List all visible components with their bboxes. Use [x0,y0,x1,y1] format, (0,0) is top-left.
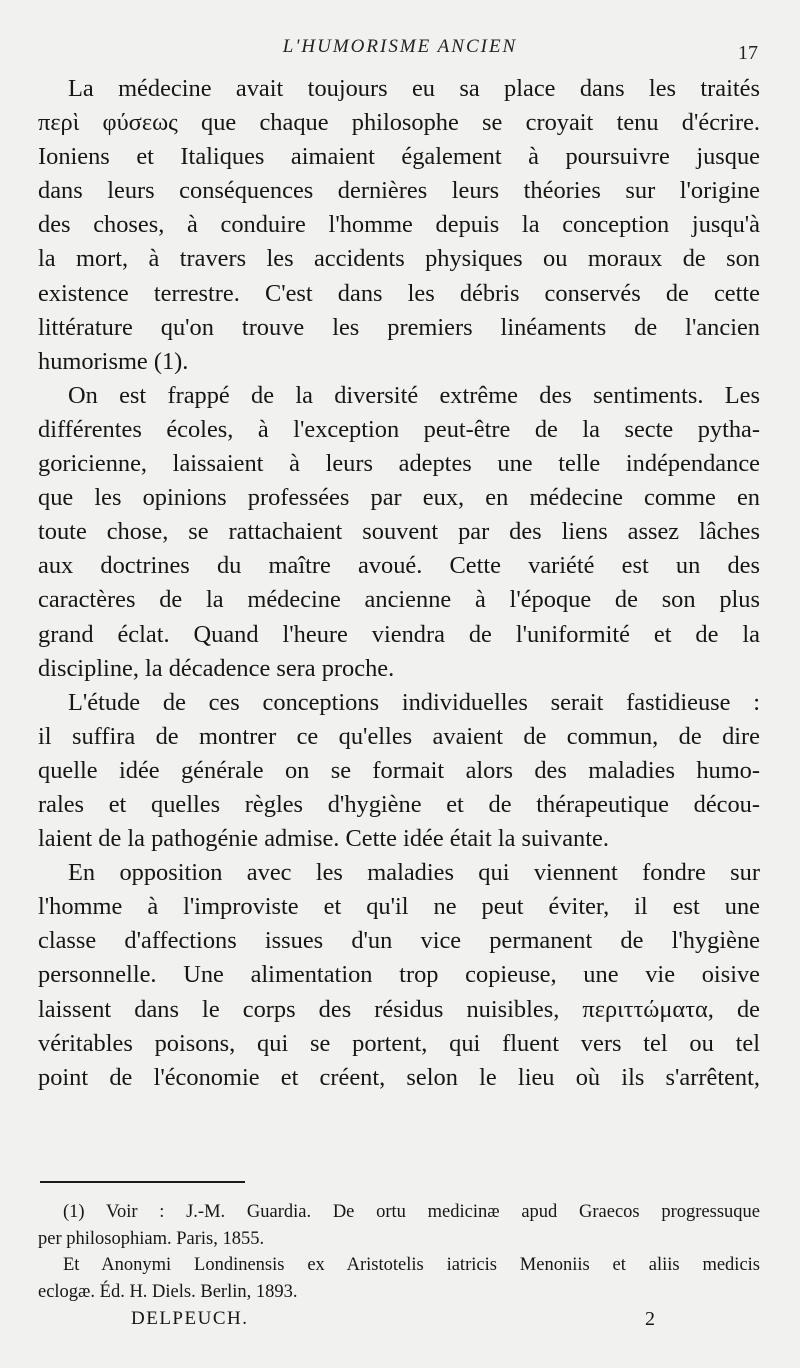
text-line: discipline, la décadence sera proche. [38,654,395,682]
text-line: quelle idée générale on se formait alors des maladies humo- [38,756,760,784]
signature-mark: DELPEUCH. [131,1308,249,1329]
text-line: goricienne, laissaient à leurs adeptes une telle indépendance [38,450,760,478]
text-line: laissent dans le corps des résidus nuisibles, περιττώματα, de [38,995,760,1023]
footnote-line: (1) Voir : J.-M. Guardia. De ortu medicinæ apud Graecos progressuque [63,1202,760,1222]
text-line: personnelle. Une alimentation trop copieuse, une vie oisive [38,961,760,989]
body-text [38,72,760,1095]
text-line: rales et quelles règles d'hygiène et de thérapeutique décou- [38,790,760,818]
text-line: point de l'économie et créent, selon le lieu où ils s'arrêtent, [38,1063,760,1091]
page-number: 17 [738,42,758,64]
text-line: laient de la pathogénie admise. Cette idée était la suivante. [38,825,609,853]
footnote-line: per philosophiam. Paris, 1855. [38,1228,265,1249]
text-line: aux doctrines du maître avoué. Cette variété est un des [38,552,760,580]
text-line: la mort, à travers les accidents physiques ou moraux de son [38,245,760,273]
footnote [38,1199,760,1252]
text-line: dans leurs conséquences dernières leurs théories sur l'origine [38,177,760,205]
paragraph [38,379,760,686]
sheet-number: 2 [645,1308,655,1330]
footnote-divider [40,1181,245,1183]
text-line: humorisme (1). [38,347,189,375]
footnotes [38,1199,760,1305]
text-line: l'homme à l'improviste et qu'il ne peut éviter, il est une [38,893,760,921]
paragraph [38,686,760,856]
text-line: περὶ φύσεως que chaque philosophe se croyait tenu d'écrire. [38,109,760,137]
text-line: Ioniens et Italiques aimaient également à poursuivre jusque [38,143,760,171]
text-line: caractères de la médecine ancienne à l'époque de son plus [38,586,760,614]
footnote-line: eclogæ. Éd. H. Diels. Berlin, 1893. [38,1281,298,1302]
text-line: différentes écoles, à l'exception peut-être de la secte pytha- [38,415,760,443]
paragraph [38,856,760,1095]
text-line: il suffira de montrer ce qu'elles avaient de commun, de dire [38,722,760,750]
text-line: L'étude de ces conceptions individuelles serait fastidieuse : [68,688,760,716]
text-line: véritables poisons, qui se portent, qui fluent vers tel ou tel [38,1029,760,1057]
text-line: La médecine avait toujours eu sa place dans les traités [68,75,760,102]
paragraph [38,72,760,379]
running-head: L'HUMORISME ANCIEN [282,36,518,57]
footnote [38,1252,760,1305]
text-line: En opposition avec les maladies qui viennent fondre sur [68,859,760,887]
text-line: existence terrestre. C'est dans les débris conservés de cette [38,279,760,307]
text-line: que les opinions professées par eux, en médecine comme en [38,484,760,512]
text-line: grand éclat. Quand l'heure viendra de l'uniformité et de la [38,620,760,648]
text-line: On est frappé de la diversité extrême des sentiments. Les [68,381,760,409]
text-line: classe d'affections issues d'un vice permanent de l'hygiène [38,927,760,955]
text-line: littérature qu'on trouve les premiers linéaments de l'ancien [38,313,760,341]
text-line: toute chose, se rattachaient souvent par des liens assez lâches [38,518,760,546]
text-line: des choses, à conduire l'homme depuis la conception jusqu'à [38,211,760,239]
footnote-line: Et Anonymi Londinensis ex Aristotelis iatricis Menoniis et aliis medicis [63,1255,760,1276]
